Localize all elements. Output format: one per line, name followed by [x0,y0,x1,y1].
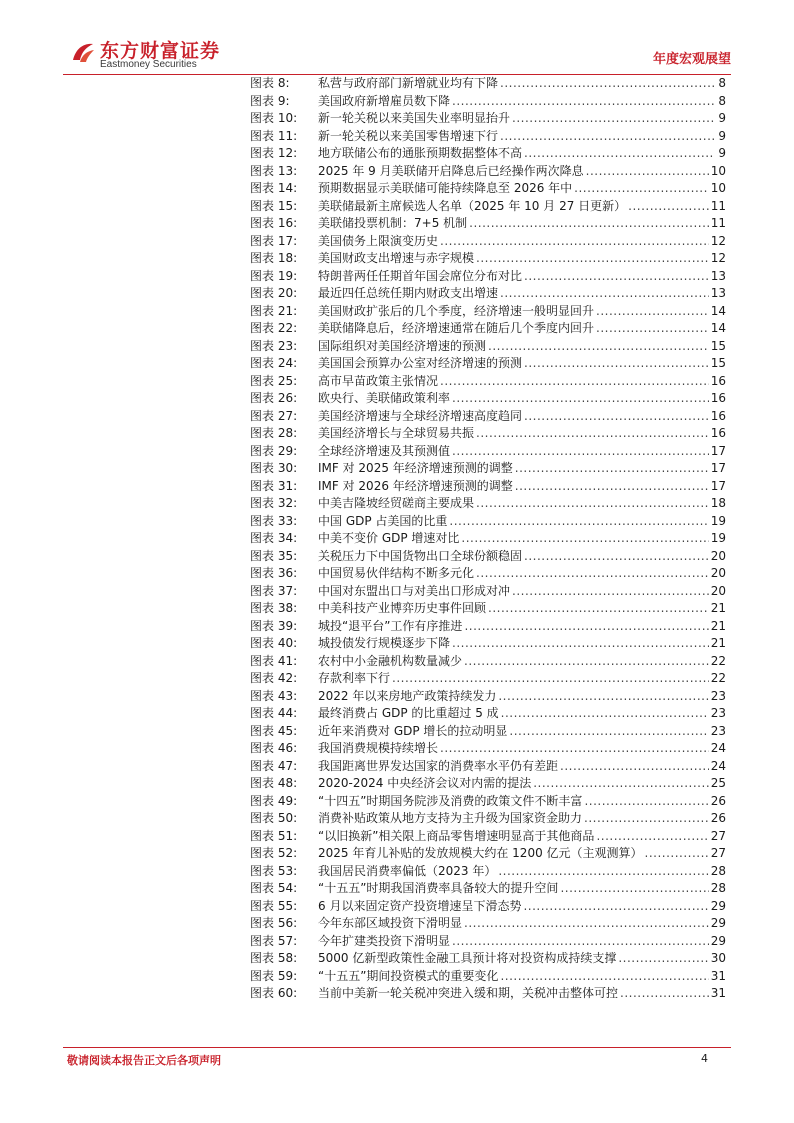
toc-entry-title: 2020-2024 中央经济会议对内需的提法 [318,776,532,790]
toc-entry-page: 30 [710,951,726,965]
toc-dot-leader [524,408,709,426]
toc-dot-leader [476,425,709,443]
toc-entry-title: IMF 对 2025 年经济增速预测的调整 [318,461,513,475]
toc-entry[interactable] [250,915,726,933]
toc-entry-title: 中美吉隆坡经贸磋商主要成果 [318,496,475,510]
toc-entry-label: 图表 24: [250,356,298,370]
toc-entry-page: 14 [710,321,726,335]
toc-entry[interactable] [250,408,726,426]
toc-entry-label: 图表 8: [250,76,290,90]
toc-entry-label: 图表 33: [250,513,298,528]
toc-dot-leader [620,985,709,1003]
toc-entry-label: 图表 23: [250,338,298,353]
toc-entry-title: 2022 年以来房地产政策持续发力 [318,688,497,703]
toc-dot-leader [452,443,709,461]
toc-entry[interactable] [250,250,726,268]
toc-entry-label: 图表 49: [250,793,298,808]
toc-entry-title: 中国贸易伙伴结构不断多元化 [318,566,475,580]
toc-entry-page: 13 [710,286,726,300]
toc-entry-title: “十四五”时期国务院涉及消费的政策文件不断丰富 [318,793,583,808]
toc-dot-leader [464,618,708,636]
toc-dot-leader [488,600,709,618]
toc-dot-leader [560,758,709,776]
toc-dot-leader [596,320,709,338]
toc-entry-label: 图表 59: [250,968,298,983]
toc-entry-label: 图表 17: [250,233,298,248]
toc-entry-title: 5000 亿新型政策性金融工具预计将对投资构成持续支撑 [318,951,617,965]
toc-entry-title: 私营与政府部门新增就业均有下降 [318,76,499,90]
toc-entry[interactable] [250,110,726,128]
toc-entry[interactable] [250,775,726,793]
toc-entry-title: 近年来消费对 GDP 增长的拉动明显 [318,723,508,738]
toc-entry-page: 10 [710,163,726,178]
toc-dot-leader [584,810,709,828]
toc-entry-title: 中国对东盟出口与对美出口形成对冲 [318,583,511,598]
toc-entry-page: 26 [710,811,726,825]
footer-divider [63,1047,731,1048]
toc-dot-leader [596,303,709,321]
toc-entry[interactable] [250,898,726,916]
toc-dot-leader [500,128,714,146]
logo-chinese-name: 东方财富证券 [100,40,221,62]
toc-entry-page: 19 [710,531,726,545]
toc-entry-label: 图表 50: [250,811,298,825]
page-header [0,0,794,80]
toc-entry-label: 图表 40: [250,636,298,650]
toc-entry-label: 图表 30: [250,461,298,475]
toc-dot-leader [498,688,708,706]
toc-entry-title: 中国 GDP 占美国的比重 [318,513,448,528]
toc-dot-leader [469,215,709,233]
toc-entry-title: 我国消费规模持续增长 [318,741,439,755]
toc-entry-label: 图表 55: [250,898,298,913]
toc-entry-label: 图表 57: [250,933,298,948]
toc-entry-label: 图表 51: [250,828,298,843]
toc-entry-page: 20 [710,583,726,598]
toc-dot-leader [533,775,708,793]
toc-entry[interactable] [250,828,726,846]
toc-entry-label: 图表 35: [250,548,298,563]
toc-entry[interactable] [250,950,726,968]
toc-entry-label: 图表 46: [250,741,298,755]
toc-entry-title: 高市早苗政策主张情况 [318,373,439,388]
toc-entry[interactable] [250,845,726,863]
toc-entry-title: 中美不变价 GDP 增速对比 [318,531,460,545]
toc-entry[interactable] [250,513,726,531]
toc-dot-leader [449,513,708,531]
toc-entry-title: 最近四任总统任期内财政支出增速 [318,286,499,300]
toc-entry-label: 图表 28: [250,426,298,440]
toc-dot-leader [509,723,708,741]
toc-entry-label: 图表 14: [250,181,298,195]
toc-entry-title: 最终消费占 GDP 的比重超过 5 成 [318,706,499,720]
page-number: 4 [701,1052,708,1065]
toc-entry-title: 当前中美新一轮关税冲突进入缓和期，关税冲击整体可控 [318,986,619,1000]
toc-entry-page: 19 [710,513,726,528]
toc-entry-page: 21 [710,618,726,633]
toc-dot-leader [500,968,708,986]
toc-entry-page: 15 [710,356,726,370]
toc-entry[interactable] [250,600,726,618]
toc-entry-page: 21 [710,636,726,650]
toc-dot-leader [500,285,709,303]
toc-dot-leader [524,548,709,566]
toc-entry-page: 10 [710,181,726,195]
toc-entry-title: 美国国会预算办公室对经济增速的预测 [318,356,523,370]
toc-entry-title: “十五五”时期我国消费率具备较大的提升空间 [318,881,559,895]
toc-entry-page: 27 [710,846,726,860]
toc-entry-page: 25 [710,776,726,790]
toc-dot-leader [464,915,709,933]
toc-entry[interactable] [250,163,726,181]
toc-entry-label: 图表 42: [250,671,298,685]
toc-entry[interactable] [250,933,726,951]
toc-entry-label: 图表 20: [250,286,298,300]
toc-entry-page: 20 [710,548,726,563]
toc-entry[interactable] [250,233,726,251]
toc-entry-title: 农村中小金融机构数量减少 [318,653,463,668]
toc-dot-leader [440,233,709,251]
toc-entry-label: 图表 26: [250,391,298,405]
toc-entry-page: 22 [710,653,726,668]
toc-entry[interactable] [250,390,726,408]
toc-dot-leader [512,110,714,128]
toc-dot-leader [488,338,709,356]
toc-entry-title: 美国经济增长与全球贸易共振 [318,426,475,440]
toc-entry-label: 图表 13: [250,163,298,178]
toc-entry-page: 12 [710,251,726,265]
toc-entry-page: 15 [710,338,726,353]
toc-entry[interactable] [250,968,726,986]
toc-entry-label: 图表 41: [250,653,298,668]
toc-entry-title: 新一轮关税以来美国零售增速下行 [318,128,499,143]
disclaimer-note: 敬请阅读本报告正文后各项声明 [67,1054,221,1067]
toc-entry-page: 8 [718,93,726,108]
toc-entry[interactable] [250,128,726,146]
toc-entry-title: 预期数据显示美联储可能持续降息至 2026 年中 [318,181,573,195]
toc-entry-page: 29 [710,933,726,948]
toc-dot-leader [515,478,709,496]
toc-entry[interactable] [250,583,726,601]
toc-dot-leader [464,653,709,671]
logo-mark-icon [70,40,96,66]
toc-entry[interactable] [250,443,726,461]
toc-entry[interactable] [250,495,726,513]
toc-entry-page: 16 [710,426,726,440]
toc-entry-title: 美联储最新主席候选人名单（2025 年 10 月 27 日更新） [318,198,627,213]
toc-dot-leader [512,583,709,601]
toc-entry-label: 图表 48: [250,776,298,790]
toc-entry-label: 图表 16: [250,216,298,230]
toc-entry[interactable] [250,863,726,881]
toc-entry-label: 图表 44: [250,706,298,720]
toc-entry[interactable] [250,758,726,776]
toc-entry[interactable] [250,723,726,741]
toc-entry-title: 美国政府新增雇员数下降 [318,93,451,108]
toc-dot-leader [498,863,708,881]
toc-dot-leader [392,670,709,688]
toc-entry-page: 16 [710,373,726,388]
toc-entry-title: 我国距离世界发达国家的消费率水平仍有差距 [318,758,559,773]
toc-entry[interactable] [250,705,726,723]
toc-entry-label: 图表 39: [250,618,298,633]
toc-entry-page: 8 [718,76,726,90]
toc-entry-label: 图表 31: [250,478,298,493]
toc-entry-label: 图表 54: [250,881,298,895]
toc-entry-label: 图表 38: [250,601,298,615]
toc-entry-page: 17 [710,478,726,493]
toc-entry-label: 图表 9: [250,93,290,108]
toc-entry-page: 28 [710,881,726,895]
toc-entry[interactable] [250,880,726,898]
toc-entry-page: 9 [718,146,726,160]
toc-entry-label: 图表 36: [250,566,298,580]
toc-entry-label: 图表 56: [250,916,298,930]
toc-dot-leader [452,390,709,408]
toc-entry-page: 26 [710,793,726,808]
toc-entry-title: 2025 年育儿补贴的发放规模大约在 1200 亿元（主观测算） [318,846,643,860]
toc-entry[interactable] [250,338,726,356]
toc-entry[interactable] [250,215,726,233]
toc-entry-page: 12 [710,233,726,248]
toc-entry-title: IMF 对 2026 年经济增速预测的调整 [318,478,513,493]
toc-entry-title: 美国经济增速与全球经济增速高度趋同 [318,408,523,423]
toc-entry-label: 图表 22: [250,321,298,335]
toc-dot-leader [574,180,709,198]
toc-entry-label: 图表 60: [250,986,298,1000]
toc-entry[interactable] [250,460,726,478]
toc-entry-page: 23 [710,723,726,738]
toc-entry-label: 图表 58: [250,951,298,965]
toc-entry[interactable] [250,740,726,758]
toc-entry-page: 9 [718,128,726,143]
toc-entry-page: 9 [718,111,726,125]
toc-entry-title: 城投“退平台”工作有序推进 [318,618,463,633]
toc-entry-label: 图表 37: [250,583,298,598]
toc-entry-label: 图表 29: [250,443,298,458]
toc-entry-label: 图表 15: [250,198,298,213]
toc-entry-page: 23 [710,688,726,703]
toc-entry-label: 图表 34: [250,531,298,545]
toc-entry-label: 图表 11: [250,128,298,143]
toc-entry[interactable] [250,355,726,373]
toc-entry-label: 图表 12: [250,146,298,160]
toc-entry-page: 24 [710,758,726,773]
toc-entry-page: 28 [710,863,726,878]
toc-entry-title: 存款利率下行 [318,671,391,685]
toc-entry-label: 图表 27: [250,408,298,423]
toc-entry[interactable] [250,688,726,706]
toc-dot-leader [452,93,714,111]
toc-dot-leader [586,163,709,181]
toc-entry-title: 地方联储公布的通胀预期数据整体不高 [318,146,523,160]
toc-entry-label: 图表 21: [250,303,298,318]
toc-entry-label: 图表 25: [250,373,298,388]
toc-dot-leader [584,793,708,811]
toc-entry[interactable] [250,548,726,566]
toc-entry-page: 13 [710,268,726,283]
toc-entry-title: “以旧换新”相关限上商品零售增速明显高于其他商品 [318,828,595,843]
toc-dot-leader [524,355,709,373]
toc-entry-title: 消费补贴政策从地方支持为主升级为国家资金助力 [318,811,583,825]
toc-dot-leader [440,740,709,758]
toc-entry-title: “十五五”期间投资模式的重要变化 [318,968,499,983]
toc-entry[interactable] [250,478,726,496]
figure-index-list [250,75,726,1003]
toc-entry-title: 全球经济增速及其预测值 [318,443,451,458]
toc-entry-page: 29 [710,916,726,930]
toc-dot-leader [452,635,709,653]
toc-entry-page: 17 [710,443,726,458]
toc-entry-title: 美国财政扩张后的几个季度，经济增速一般明显回升 [318,303,595,318]
toc-entry[interactable] [250,530,726,548]
toc-entry-page: 16 [710,391,726,405]
toc-dot-leader [560,880,708,898]
toc-entry-label: 图表 45: [250,723,298,738]
logo-english-name: Eastmoney Securities [100,59,197,70]
toc-entry[interactable] [250,425,726,443]
toc-dot-leader [515,460,709,478]
toc-entry-page: 20 [710,566,726,580]
toc-entry-title: 今年东部区域投资下滑明显 [318,916,463,930]
toc-entry-page: 24 [710,741,726,755]
toc-entry-page: 11 [710,216,726,230]
toc-entry[interactable] [250,670,726,688]
toc-entry[interactable] [250,793,726,811]
toc-entry-page: 21 [710,601,726,615]
toc-entry[interactable] [250,985,726,1003]
toc-dot-leader [596,828,708,846]
toc-entry[interactable] [250,810,726,828]
toc-entry[interactable] [250,618,726,636]
toc-entry[interactable] [250,180,726,198]
toc-entry[interactable] [250,93,726,111]
toc-dot-leader [476,495,709,513]
toc-entry-label: 图表 10: [250,111,298,125]
toc-entry-label: 图表 53: [250,863,298,878]
toc-entry-page: 31 [710,986,726,1000]
toc-entry[interactable] [250,565,726,583]
toc-entry-label: 图表 19: [250,268,298,283]
toc-entry-page: 14 [710,303,726,318]
toc-dot-leader [452,933,709,951]
toc-entry-page: 27 [710,828,726,843]
toc-entry[interactable] [250,268,726,286]
toc-entry-title: 关税压力下中国货物出口全球份额稳固 [318,548,523,563]
toc-entry-page: 29 [710,898,726,913]
toc-entry-label: 图表 52: [250,846,298,860]
toc-entry-page: 17 [710,461,726,475]
toc-entry-title: 2025 年 9 月美联储开启降息后已经操作两次降息 [318,163,584,178]
report-type: 年度宏观展望 [652,52,731,67]
toc-dot-leader [645,845,709,863]
toc-entry-label: 图表 32: [250,496,298,510]
toc-entry-title: 特朗普两任任期首年国会席位分布对比 [318,268,523,283]
toc-entry-title: 今年扩建类投资下滑明显 [318,933,451,948]
toc-entry[interactable] [250,653,726,671]
toc-entry[interactable] [250,320,726,338]
toc-entry[interactable] [250,75,726,93]
toc-dot-leader [501,705,709,723]
toc-dot-leader [618,950,708,968]
toc-dot-leader [523,898,708,916]
toc-entry[interactable] [250,635,726,653]
toc-entry-title: 美国财政支出增速与赤字规模 [318,251,475,265]
toc-entry-page: 11 [710,198,726,213]
toc-entry-label: 图表 43: [250,688,298,703]
toc-entry-page: 31 [710,968,726,983]
toc-entry-page: 18 [710,496,726,510]
toc-dot-leader [500,75,714,93]
toc-entry-page: 22 [710,671,726,685]
toc-dot-leader [524,268,709,286]
toc-dot-leader [524,145,714,163]
toc-dot-leader [440,373,709,391]
toc-entry[interactable] [250,145,726,163]
toc-entry[interactable] [250,303,726,321]
toc-entry-page: 23 [710,706,726,720]
toc-entry-title: 美国债务上限演变历史 [318,233,439,248]
toc-dot-leader [476,565,709,583]
toc-entry[interactable] [250,373,726,391]
toc-entry-title: 我国居民消费率偏低（2023 年） [318,863,497,878]
toc-entry-title: 国际组织对美国经济增速的预测 [318,338,487,353]
toc-entry-title: 欧央行、美联储政策利率 [318,391,451,405]
toc-entry-title: 新一轮关税以来美国失业率明显抬升 [318,111,511,125]
toc-entry-title: 6 月以来固定资产投资增速呈下滑态势 [318,898,522,913]
toc-dot-leader [476,250,709,268]
toc-entry[interactable] [250,198,726,216]
toc-entry[interactable] [250,285,726,303]
toc-entry-label: 图表 18: [250,251,298,265]
toc-entry-title: 城投债发行规模逐步下降 [318,636,451,650]
toc-entry-title: 美联储投票机制：7+5 机制 [318,216,468,230]
toc-dot-leader [628,198,709,216]
toc-entry-title: 中美科技产业博弈历史事件回顾 [318,601,487,615]
toc-entry-label: 图表 47: [250,758,298,773]
toc-dot-leader [461,530,708,548]
toc-entry-page: 16 [710,408,726,423]
toc-entry-title: 美联储降息后，经济增速通常在随后几个季度内回升 [318,321,595,335]
